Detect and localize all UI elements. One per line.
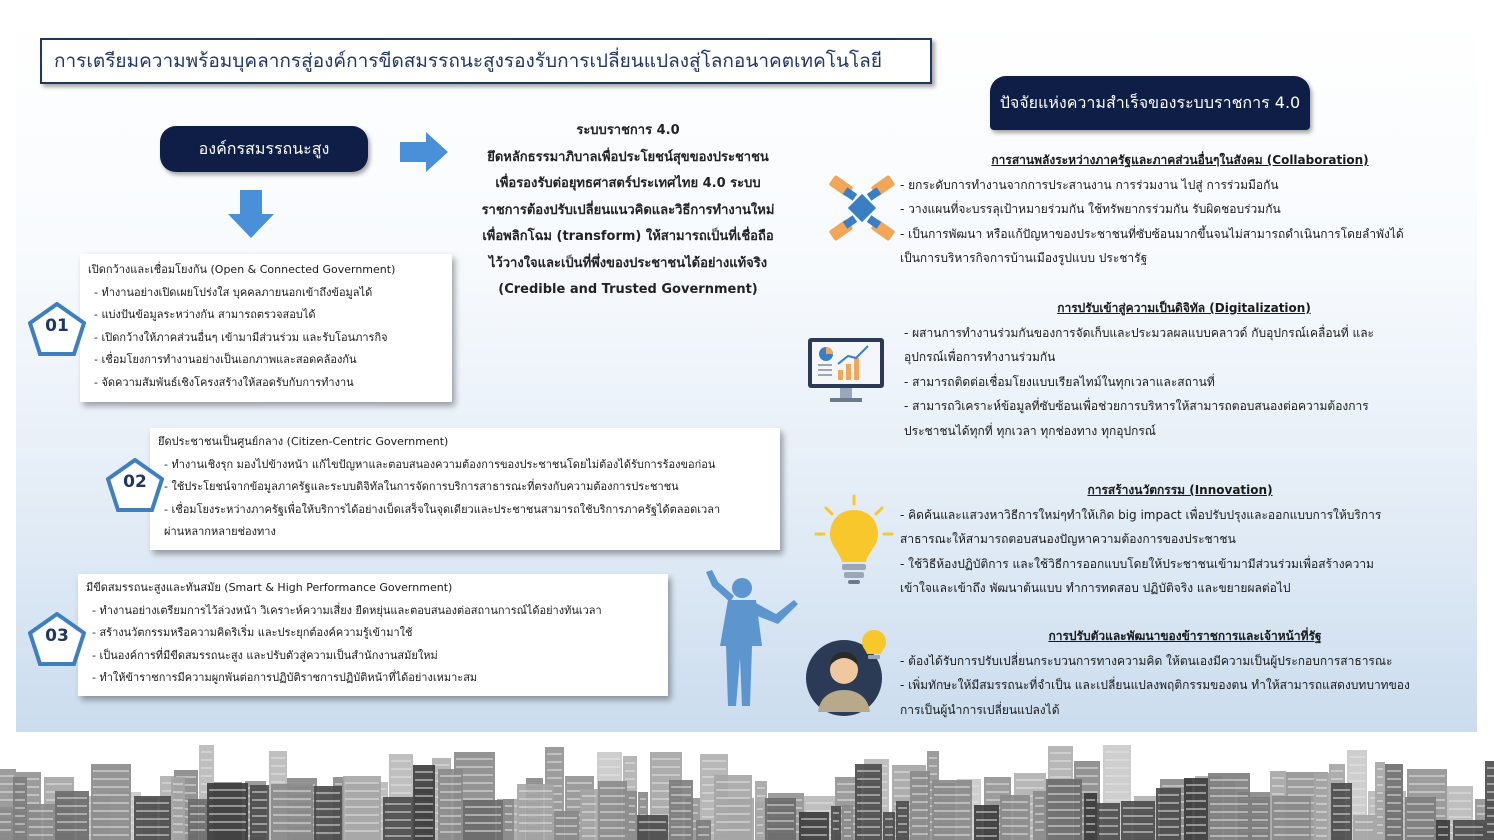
card-open-connected [80,254,452,402]
list-item: - ใช้วิธีห้องปฏิบัติการ และใช้วิธีการออกแบบโดยให้ประชาชนเข้ามามีส่วนร่วมเพื่อสร้างความ [900,556,1374,571]
card-heading: มีขีดสมรรถนะสูงและทันสมัย (Smart & High Performance Government) [86,581,453,594]
description-line: ยึดหลักธรรมาภิบาลเพื่อประโยชน์สุขของประชาชน [487,149,769,165]
list-item: - เพิ่มทักษะให้มีสมรรถนะที่จำเป็น และเปลี่ยนแปลงพฤติกรรมของตน ทำให้สามารถแสดงบทบาทของ [900,678,1410,692]
factor-heading: การสานพลังระหว่างภาครัฐและภาคส่วนอื่นๆในสังคม (Collaboration) [991,153,1369,167]
card-heading: ยึดประชาชนเป็นศูนย์กลาง (Citizen-Centric Government) [158,435,449,448]
card-smart-high-performance [78,574,668,696]
list-item: - เปิดกว้างให้ภาคส่วนอื่นๆ เข้ามามีส่วนร่วม และรับโอนภารกิจ [94,330,388,344]
success-factors-header-text: ปัจจัยแห่งความสำเร็จของระบบราชการ 4.0 [999,92,1301,112]
description-line: เพื่อพลิกโฉม (transform) ให้สามารถเป็นที่เชื่อถือ [482,229,774,244]
list-item: - คิดค้นและแสวงหาวิธีการใหม่ๆทำให้เกิด big impact เพื่อปรับปรุงและออกแบบการให้บริการ [900,507,1382,522]
number-badge-01 [28,302,86,356]
digital-monitor-icon [806,336,886,406]
factor-innovation [900,478,1460,601]
description-line: (Credible and Trusted Government) [498,282,758,297]
description-line: เพื่อรองรับต่อยุทธศาสตร์ประเทศไทย 4.0 ระบบ [495,176,761,191]
description-line: ไว้วางใจและเป็นที่พึ่งของประชาชนได้อย่างแท้จริง [488,255,768,271]
list-item: - วางแผนที่จะบรรลุเป้าหมายร่วมกัน ใช้ทรัพยากรร่วมกัน รับผิดชอบร่วมกัน [900,202,1281,216]
list-item: - ทำงานเชิงรุก มองไปข้างหน้า แก้ไขปัญหาและตอบสนองความต้องการของประชาชนโดยไม่ต้องได้รับการร้องขอก่อน [164,457,716,471]
list-item: - ทำงานอย่างเตรียมการไว้ล่วงหน้า วิเคราะห์ความเสี่ยง ยืดหยุ่นและตอบสนองต่อสถานการณ์ได้อย่างทันเวลา [92,603,602,617]
factor-heading: การปรับตัวและพัฒนาของข้าราชการและเจ้าหน้าที่รัฐ [1048,629,1322,643]
card-citizen-centric [150,428,780,550]
right-arrow-icon [400,132,448,172]
list-item: - แบ่งปันข้อมูลระหว่างกัน สามารถตรวจสอบได้ [94,308,316,321]
list-item: - สร้างนวัตกรรมหรือความคิดริเริ่ม และประยุกต์องค์ความรู้เข้ามาใช้ [92,626,413,639]
down-arrow-icon [228,190,274,238]
list-item: อุปกรณ์เพื่อการทำงานร่วมกัน [904,350,1056,364]
list-item: - ผสานการทำงานร่วมกันของการจัดเก็บและประมวลผลแบบคลาวด์ กับอุปกรณ์เคลื่อนที่ และ [904,325,1374,340]
list-item: - ใช้ประโยชน์จากข้อมูลภาครัฐและระบบดิจิทัลในการจัดการบริการสาธารณะที่ตรงกับความต้องการประชาชน [164,480,679,493]
list-item: - เป็นการพัฒนา หรือแก้ปัญหาของประชาชนที่ซับซ้อนมากขึ้นจนไม่สามารถดำเนินการโดยลำพังได้ [900,226,1404,241]
factor-heading: การสร้างนวัตกรรม (Innovation) [1087,483,1273,497]
high-performance-org-header-text: องค์กรสมรรถนะสูง [198,138,330,158]
card-heading: เปิดกว้างและเชื่อมโยงกัน (Open & Connected Government) [88,263,396,276]
list-item: - เชื่อมโยงการทำงานอย่างเป็นเอกภาพและสอดคล้องกัน [94,353,357,366]
collaboration-icon [826,172,898,244]
factor-digitalization [904,296,1464,443]
list-item: การเป็นผู้นำการเปลี่ยนแปลงได้ [900,702,1060,717]
page-title: การเตรียมความพร้อมบุคลากรสู่องค์การขีดสมรรถนะสูงรองรับการเปลี่ยนแปลงสู่โลกอนาคตเทคโนโลยี [40,38,932,84]
businessman-silhouette-icon [690,568,800,708]
city-skyline-image [0,740,1494,840]
factor-heading: การปรับเข้าสู่ความเป็นดิจิทัล (Digitalization) [1057,301,1311,315]
number-badge-text: 03 [45,626,69,646]
list-item: - ทำงานอย่างเปิดเผยโปร่งใส บุคคลภายนอกเข้าถึงข้อมูลได้ [94,285,373,299]
list-item: ประชาชนได้ทุกที่ ทุกเวลา ทุกช่องทาง ทุกอุปกรณ์ [904,423,1156,438]
list-item: สาธารณะให้สามารถตอบสนองปัญหาความต้องการของประชาชน [900,532,1236,546]
description-line: ราชการต้องปรับเปลี่ยนแนวคิดและวิธีการทำงานใหม่ [481,202,775,218]
list-item: - ยกระดับการทำงานจากการประสานงาน การร่วมงาน ไปสู่ การร่วมมือกัน [900,177,1279,192]
list-item: - สามารถวิเคราะห์ข้อมูลที่ซับซ้อนเพื่อช่วยการบริหารให้สามารถตอบสนองต่อความต้องการ [904,399,1369,413]
list-item: - ต้องได้รับการปรับเปลี่ยนกระบวนการทางความคิด ให้ตนเองมีความเป็นผู้ประกอบการสาธารณะ [900,653,1393,668]
success-factors-header [990,76,1310,130]
list-item: เข้าใจและเข้าถึง พัฒนาต้นแบบ ทำการทดสอบ ปฏิบัติจริง และขยายผลต่อไป [900,581,1291,595]
lightbulb-icon [814,494,894,586]
number-badge-text: 02 [123,472,147,492]
list-item: - ทำให้ข้าราชการมีความผูกพันต่อการปฏิบัติราชการปฏิบัติหน้าที่ได้อย่างเหมาะสม [92,671,478,684]
factor-officer-development [900,624,1470,722]
description-line: ระบบราชการ 4.0 [576,123,680,138]
number-badge-03 [28,612,86,666]
factor-collaboration [900,148,1460,271]
high-performance-org-header [160,126,368,172]
list-item: - เป็นองค์การที่มีขีดสมรรถนะสูง และปรับตัวสู่ความเป็นสำนักงานสมัยใหม่ [92,648,438,662]
number-badge-02 [106,458,164,512]
list-item: - เชื่อมโยงระหว่างภาครัฐเพื่อให้บริการได้อย่างเบ็ดเสร็จในจุดเดียวและประชาชนสามารถใช้บริการภาครัฐได้ตลอดเวลา [164,502,721,516]
list-item: ผ่านหลากหลายช่องทาง [164,525,276,538]
list-item: - จัดความสัมพันธ์เชิงโครงสร้างให้สอดรับกับการทำงาน [94,375,354,389]
list-item: - สามารถติดต่อเชื่อมโยงแบบเรียลไทม์ในทุกเวลาและสถานที่ [904,374,1215,389]
list-item: เป็นการบริหารกิจการบ้านเมืองรูปแบบ ประชารัฐ [900,251,1148,265]
number-badge-text: 01 [45,316,69,336]
officer-idea-icon [804,626,894,718]
bureaucracy-4-description [468,118,788,304]
